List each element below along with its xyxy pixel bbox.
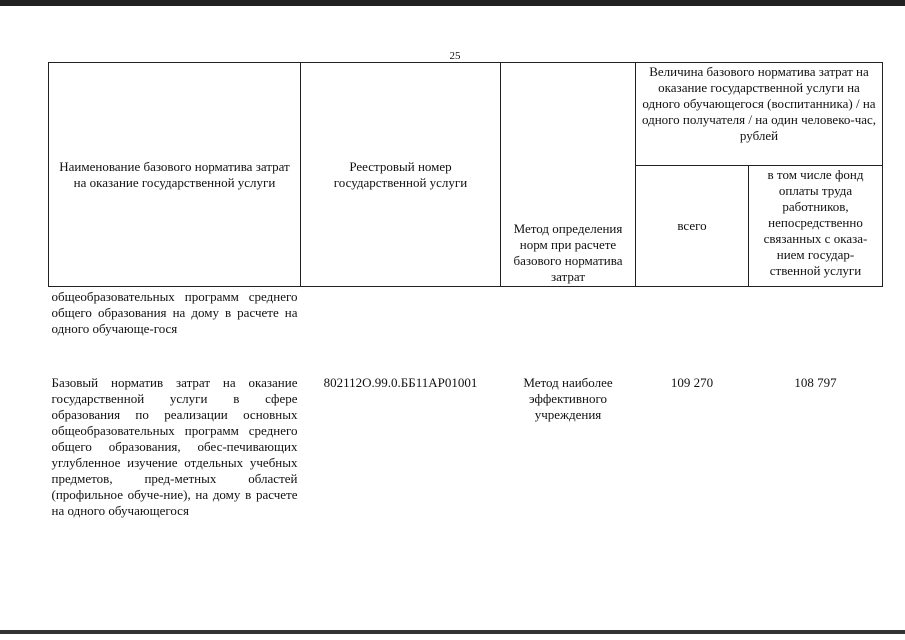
scan-edge-bottom [0,630,905,634]
header-total: всего [636,166,749,287]
cell-name: Базовый норматив затрат на оказание государственной услуги в сфере образования по реализации основных общеобразовательных программ среднего общего образования, обес-печивающих углубленное изучение отдельных учебных предметов, пред-метных областей (профильное обуче-ние), на дому в расчете на одного обучающегося [51,375,298,518]
cell-registry: 802112О.99.0.ББ11АР01001 [323,375,478,390]
cell-method: Метод наиболее эффективного учреждения [523,375,613,422]
table-row [49,371,883,519]
cell-empty [636,287,749,372]
cell-empty [749,287,883,372]
header-registry: Реестровый номер государственной услуги [301,63,501,287]
header-method: Метод определения норм при расчете базового норматива затрат [501,63,636,287]
header-name: Наименование базового норматива затрат на оказание государственной услуги [49,63,301,287]
norms-table [48,62,883,519]
scan-edge-top [0,0,905,6]
cell-total: 109 270 [670,375,714,390]
cell-fund: 108 797 [794,375,837,390]
table-header-row [49,63,883,166]
cell-empty [501,287,636,372]
page-number: 25 [449,50,461,62]
cell-continuation-name: общеобразовательных программ среднего общего образования на дому в расчете на одного обучающе-гося [51,289,298,336]
cell-empty [301,287,501,372]
table-row-continuation [49,287,883,372]
header-value-group: Величина базового норматива затрат на оказание государственной услуги на одного обучающегося (воспитанника) / на одного получателя / на один человеко-час, рублей [636,63,883,166]
header-fund: в том числе фонд оплаты труда работников, непосредственно связанных с оказа-нием государ-ственной услуги [749,166,883,287]
